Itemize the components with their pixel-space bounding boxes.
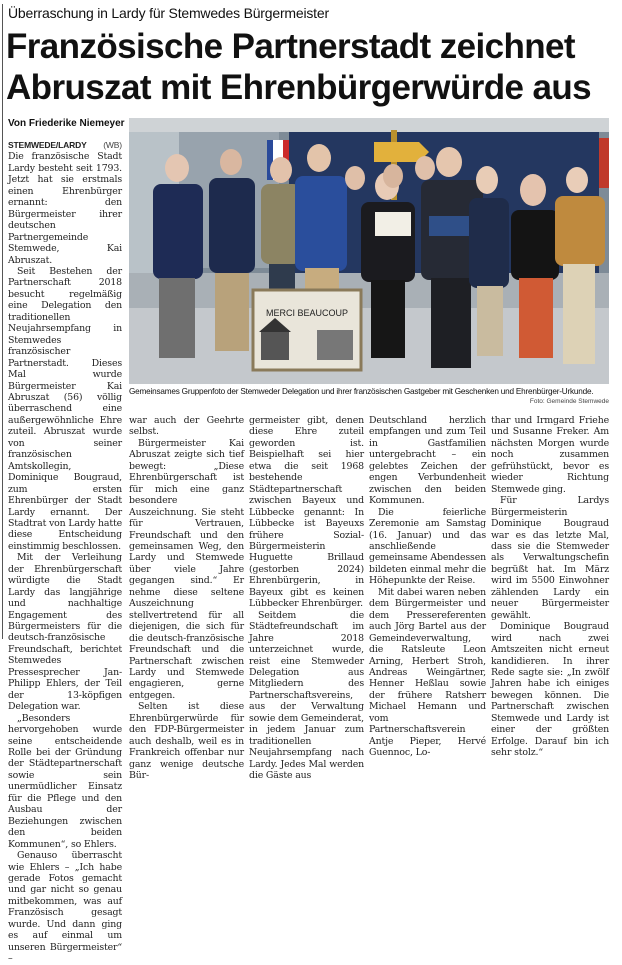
paragraph: Für Lardys Bürgermeisterin Dominique Bougraud war es das letzte Mal, dass sie die Stemweder als Verwaltungschefin begrüßt hat. Im März wird im 5500 Einwohner zählenden Lardy ein neuer Bürgermeister gewählt. <box>491 495 609 621</box>
headline-line-2: Abruszat mit Ehrenbürgerwürde aus <box>6 68 592 107</box>
paragraph: Seitdem die Städtefreundschaft im Jahre 2018 unterzeichnet wurde, reist eine Stemweder Delegation aus Mitgliedern des Partnerschaftsvereins, aus der Verwaltung sowie dem Gemeinderat, in jedem Januar zum traditionellen Neujahrsempfang nach Lardy. Jedes Mal werden die Gäste aus <box>249 609 365 782</box>
article-column-2 <box>129 415 244 782</box>
merci-beaucoup-board <box>253 290 361 370</box>
paragraph: Dominique Bougraud wird nach zwei Amtszeiten nicht erneut kandidieren. In ihrer Rede sagte sie: „In zwölf Jahren habe ich einiges bewegen können. Die Partnerschaft zwischen Stemwede und Lardy ist einer der größten Erfolge. Darauf bin ich sehr stolz.“ <box>491 621 609 759</box>
byline: Von Friederike Niemeyer <box>8 118 125 129</box>
group-photo-image <box>129 118 609 384</box>
group-photo <box>129 118 609 384</box>
headline <box>6 26 622 108</box>
kicker: Überraschung in Lardy für Stemwedes Bürgermeister <box>8 5 329 21</box>
paragraph: Seit Bestehen der Partnerschaft 2018 besucht regelmäßig eine Delegation den traditionellen Neujahrsempfang in Stemwedes französischer Partnerstadt. Dieses Mal wurde Bürgermeister Kai Abruszat (56) völlig überraschend eine außergewöhnliche Ehre zuteil. Abruszat wurde von seiner französischen Amtskollegin, Dominique Bougraud, zum ersten Ehrenbürger der Stadt Lardy ernannt. Der Stadtrat von Lardy hatte diese Entscheidung einstimmig beschlossen. <box>8 265 123 552</box>
paragraph: Mit dabei waren neben dem Bürgermeister und dem Pressereferenten auch Jörg Bartel aus der Gemeindeverwaltung, die Ratsleute Leon Arning, Herbert Stroh, Andreas Weingärtner, Henner Heßlau sowie der frühere Ratsherr Michael Hemann und vom Partnerschaftsverein Antje Pieper, Hervé Guennoc, Lo- <box>369 586 486 759</box>
paragraph: thar und Irmgard Friehe und Susanne Freker. Am nächsten Morgen wurde noch zusammen gefrühstückt, bevor es wieder Richtung Stemwede ging. <box>491 415 609 495</box>
paragraph: germeister gibt, denen diese Ehre zuteil geworden ist. Beispielhaft sei hier etwa die seit 1968 bestehende Städtepartnerschaft zwischen Bayeux und Lübbecke genannt: In Lübbecke ist Bayeuxs frühere Sozial-Bürgermeisterin Huguette Brillaud (gestorben 2024) Ehrenbürgerin, in Bayeux gibt es keinen Lübbecker Ehrenbürger. <box>249 415 364 610</box>
paragraph: Die feierliche Zeremonie am Samstag (16. Januar) und das anschließende gemeinsame Abendessen bildeten einmal mehr die Höhepunkte der Reise. <box>369 506 486 587</box>
paragraph: Bürgermeister Kai Abruszat zeigte sich tief bewegt: „Diese Ehrenbürgerschaft ist für mich eine ganz besondere Auszeichnung. Sie steht für Vertrauen, Freundschaft und den gemeinsamen Weg, den Lardy und Stemwede über viele Jahre gegangen sind.“ Er nehme diese seltene Auszeichnung stellvertretend für all diejenigen, die sich für die deutsch-französische Freundschaft und die Partnerschaft zwischen Lardy und Stemwede engagieren, gerne entgegen. <box>129 437 244 701</box>
article-column-3 <box>249 415 364 782</box>
article-column-5 <box>491 415 609 759</box>
paragraph: Mit der Verleihung der Ehrenbürgerschaft würdigte die Stadt Lardy das langjährige und nachhaltige Engagement des Bürgermeisters für die deutsch-französische Freundschaft, berichtet Stemwedes Pressesprecher Jan-Philipp Ehlers, der Teil der 13-köpfigen Delegation war. <box>8 552 122 713</box>
paragraph: Genauso überrascht wie Ehlers – „Ich habe gerade Fotos gemacht und gar nicht so genau mitbekommen, was auf Französisch gesagt wurde. Und dann ging es auf einmal um unseren Bürgermeister“ – <box>8 850 122 965</box>
paragraph: Deutschland herzlich empfangen und zum Teil in Gastfamilien untergebracht – ein gelebtes Zeichen der engen Verbundenheit zwischen den beiden Kommunen. <box>369 415 486 507</box>
paragraph: „Besonders hervorgehoben wurde seine entscheidende Rolle bei der Gründung der Städtepartnerschaft sowie sein unermüdlicher Einsatz für die Pflege und den Ausbau der Beziehungen zwischen den beiden Kommunen“, so Ehlers. <box>8 712 122 850</box>
agency-tag: (WB) <box>103 140 122 150</box>
dateline: STEMWEDE/LARDY <box>8 140 87 150</box>
paragraph: war auch der Geehrte selbst. <box>129 415 244 438</box>
headline-line-1: Französische Partnerstadt zeichnet <box>6 27 575 66</box>
photo-caption: Gemeinsames Gruppenfoto der Stemweder Delegation und ihrer französischen Gastgeber mit Geschenken und Ehrenbürger-Urkunde. <box>129 387 594 396</box>
article-column-4 <box>369 415 486 759</box>
lead-paragraph: STEMWEDE/LARDY (WB) Die französische Stadt Lardy besteht seit 1793. Jetzt hat sie erstmals einen Ehrenbürger ernannt: den Bürgermeister ihrer deutschen Partnergemeinde Stemwede, Kai Abruszat. <box>8 140 122 266</box>
paragraph: Selten ist diese Ehrenbürgerwürde für den FDP-Bürgermeister auch deshalb, weil es in Frankreich offenbar nur ganz wenige deutsche Bür- <box>129 701 244 782</box>
article-column-1 <box>8 140 122 965</box>
photo-credit: Foto: Gemeinde Stemwede <box>529 398 609 405</box>
column-rule <box>2 4 3 639</box>
svg-text:MERCI BEAUCOUP: MERCI BEAUCOUP <box>265 308 349 318</box>
